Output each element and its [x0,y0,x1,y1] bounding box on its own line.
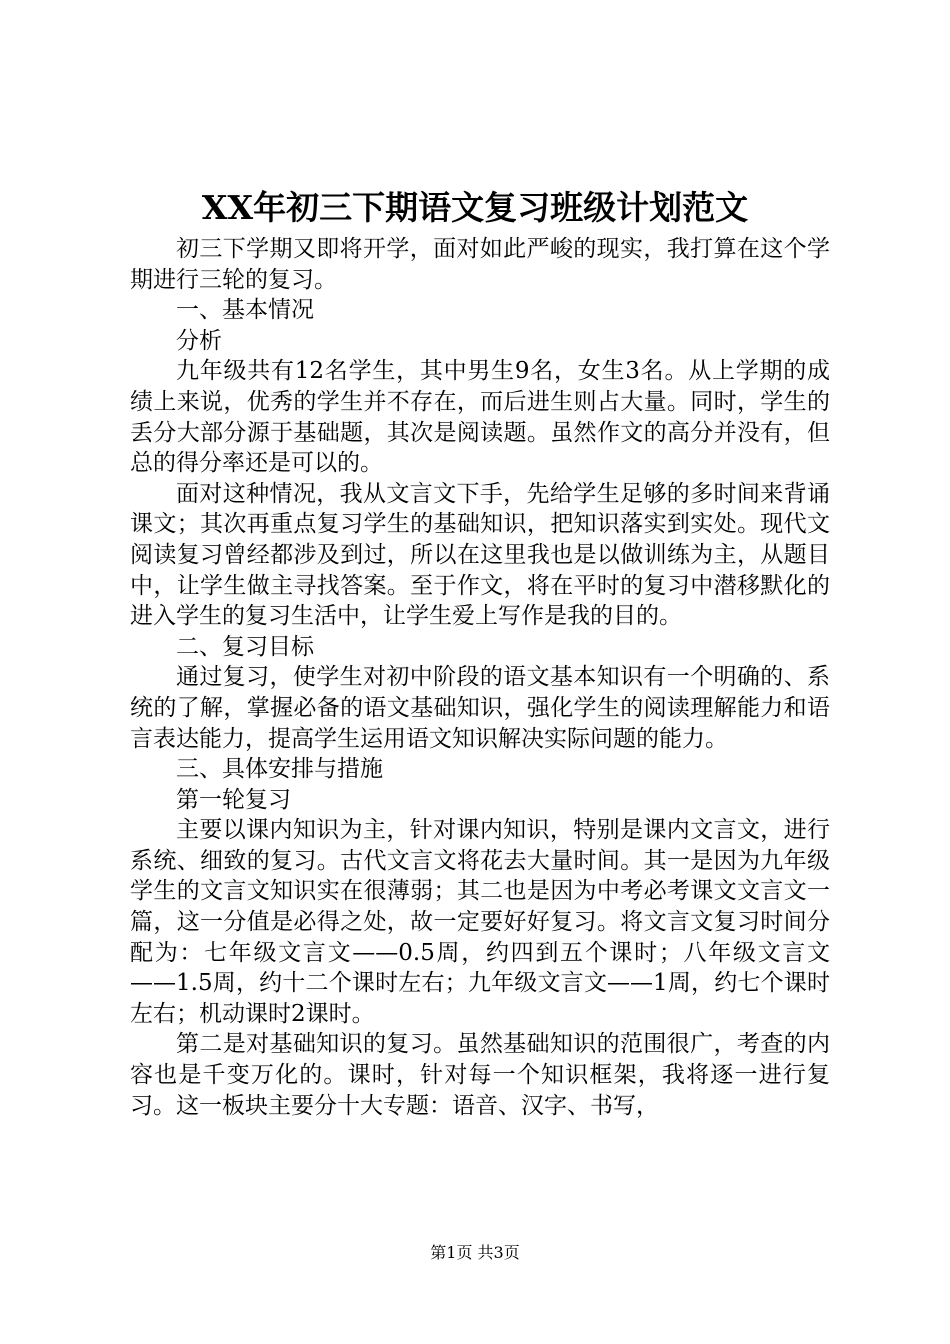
heading-basic-situation: 一、基本情况 [176,297,314,324]
paragraph-first-round: 主要以课内知识为主，针对课内知识，特别是课内文言文，进行系统、细致的复习。古代文言文将花去大量时间。其一是因为九年级学生的文言文知识实在很薄弱；其二也是因为中考必考课文文言文一篇，这一分值是必得之处，故一定要好好复习。将文言文复习时间分配为：七年级文言文——0.5周，约四到五个课时；八年级文言文——1.5周，约十二个课时左右；九年级文言文——1周，约七个课时左右；机动课时2课时。 [130,817,830,1027]
heading-first-round: 第一轮复习 [176,786,291,813]
paragraph-approach: 面对这种情况，我从文言文下手，先给学生足够的多时间来背诵课文；其次再重点复习学生的基础知识，把知识落实到实处。现代文阅读复习曾经都涉及到过，所以在这里我也是以做训练为主，从题目中，让学生做主寻找答案。至于作文，将在平时的复习中潜移默化的进入学生的复习生活中，让学生爱上写作是我的目的。 [130,480,830,630]
paragraph-goals: 通过复习，使学生对初中阶段的语文基本知识有一个明确的、系统的了解，掌握必备的语文基础知识，强化学生的阅读理解能力和语言表达能力，提高学生运用语文知识解决实际问题的能力。 [130,664,830,752]
document-title: XX年初三下期语文复习班级计划范文 [201,188,749,227]
heading-review-goals: 二、复习目标 [176,633,314,660]
heading-arrangements: 三、具体安排与措施 [176,756,383,783]
page-footer: 第1页 共3页 [430,1243,520,1262]
paragraph-student-stats: 九年级共有12名学生，其中男生9名，女生3名。从上学期的成绩上来说，优秀的学生并不存在，而后进生则占大量。同时，学生的丢分大部分源于基础题，其次是阅读题。虽然作文的高分并没有，但总的得分率还是可以的。 [130,358,830,477]
paragraph-basic-knowledge: 第二是对基础知识的复习。虽然基础知识的范围很广，考查的内容也是千变万化的。课时，针对每一个知识框架，我将逐一进行复习。这一板块主要分十大专题：语音、汉字、书写， [130,1031,830,1119]
document-body [130,234,830,1121]
paragraph-intro: 初三下学期又即将开学，面对如此严峻的现实，我打算在这个学期进行三轮的复习。 [130,236,830,293]
heading-analysis: 分析 [176,327,222,354]
